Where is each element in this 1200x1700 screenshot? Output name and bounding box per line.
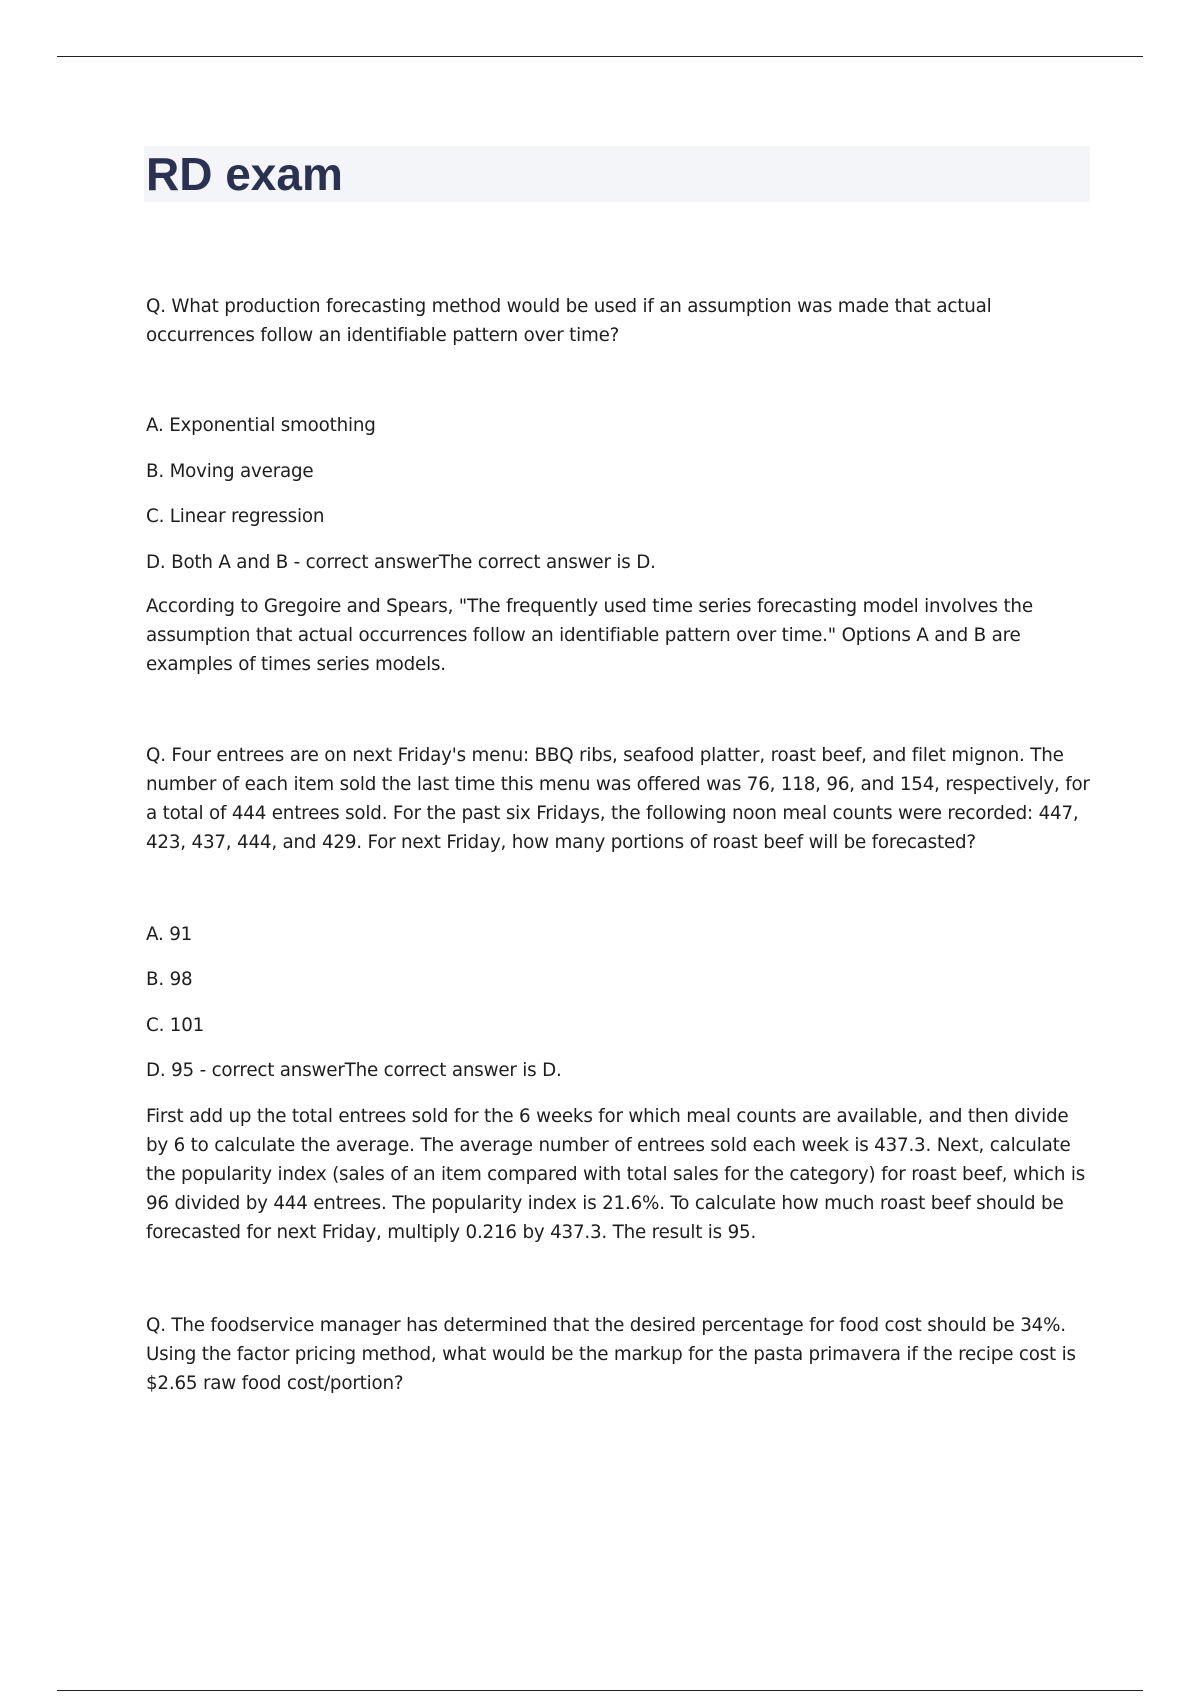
question-3-text: Q. The foodservice manager has determined that the desired percentage for food cost should be 34%. Using the factor pricing method, what would be the markup for the pasta primavera if the recipe cost is $2.65 raw food cost/portion? bbox=[146, 1315, 1076, 1394]
question-1-option-b: B. Moving average bbox=[146, 461, 314, 482]
question-1-option-a: A. Exponential smoothing bbox=[146, 415, 376, 436]
document-title: RD exam bbox=[146, 148, 343, 200]
bottom-divider bbox=[57, 1690, 1143, 1691]
question-2-option-a: A. 91 bbox=[146, 924, 193, 945]
question-1-explanation: According to Gregoire and Spears, "The frequently used time series forecasting model involves the assumption that actual occurrences follow an identifiable pattern over time." Options A and B are examples of times series models. bbox=[146, 596, 1033, 675]
question-1-option-c: C. Linear regression bbox=[146, 506, 325, 527]
question-2-option-b: B. 98 bbox=[146, 969, 193, 990]
top-divider bbox=[57, 56, 1143, 57]
question-2-explanation: First add up the total entrees sold for the 6 weeks for which meal counts are available, and then divide by 6 to calculate the average. The average number of entrees sold each week is 437.3. Next, calculate the popularity index (sales of an item compared with total sales for the category) for roast beef, which is 96 divided by 444 entrees. The popularity index is 21.6%. To calculate how much roast beef should be forecasted for next Friday, multiply 0.216 by 437.3. The result is 95. bbox=[146, 1106, 1086, 1243]
question-2-option-c: C. 101 bbox=[146, 1015, 205, 1036]
question-1-option-d: D. Both A and B - correct answerThe correct answer is D. bbox=[146, 552, 656, 573]
question-2-option-d: D. 95 - correct answerThe correct answer is D. bbox=[146, 1060, 562, 1081]
question-1-text: Q. What production forecasting method would be used if an assumption was made that actual occurrences follow an identifiable pattern over time? bbox=[146, 296, 992, 346]
question-2-text: Q. Four entrees are on next Friday's menu: BBQ ribs, seafood platter, roast beef, and filet mignon. The number of each item sold the last time this menu was offered was 76, 118, 96, and 154, respectively, for a total of 444 entrees sold. For the past six Fridays, the following noon meal counts were recorded: 447, 423, 437, 444, and 429. For next Friday, how many portions of roast beef will be forecasted? bbox=[146, 745, 1090, 853]
